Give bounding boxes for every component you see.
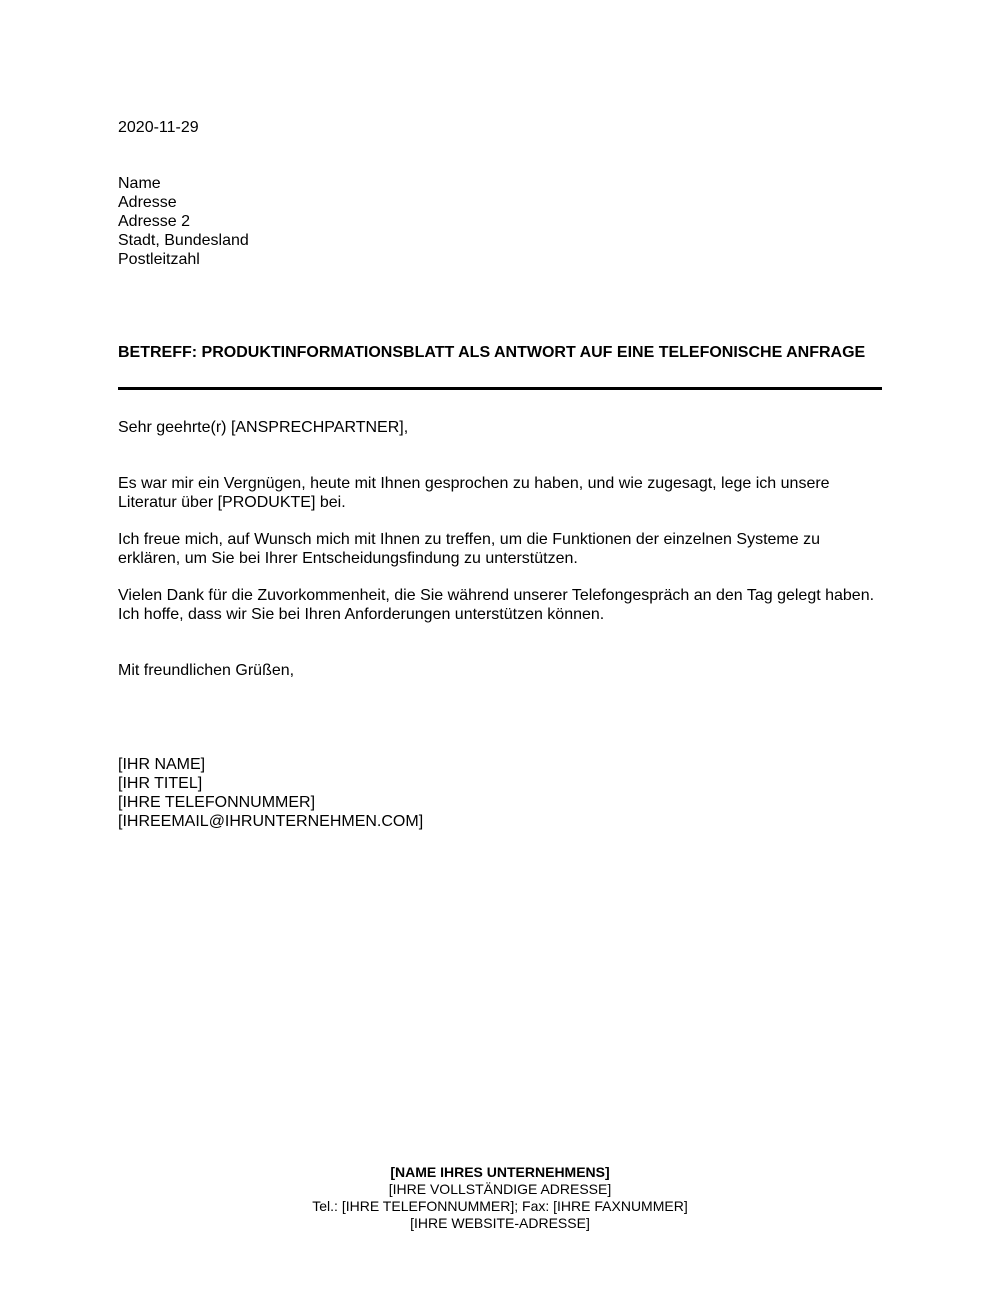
- recipient-address-line-2: Adresse 2: [118, 213, 191, 230]
- signature-email: [IHREEMAIL@IHRUNTERNEHMEN.COM]: [118, 813, 424, 830]
- salutation: Sehr geehrte(r) [ANSPRECHPARTNER],: [118, 419, 409, 436]
- recipient-city-state: Stadt, Bundesland: [118, 232, 249, 249]
- recipient-address-line-1: Adresse: [118, 194, 177, 211]
- signature-phone: [IHRE TELEFONNUMMER]: [118, 794, 316, 811]
- recipient-address-block: [118, 174, 249, 269]
- body-paragraph-2: Ich freue mich, auf Wunsch mich mit Ihnen zu treffen, um die Funktionen der einzelnen Systeme zu erklären, um Sie bei Ihrer Entscheidungsfindung zu unterstützen.: [118, 531, 820, 567]
- closing: Mit freundlichen Grüßen,: [118, 662, 295, 679]
- footer-company-name: [NAME IHRES UNTERNEHMENS]: [390, 1164, 610, 1180]
- footer-website: [IHRE WEBSITE-ADRESSE]: [410, 1215, 590, 1231]
- company-footer: [200, 1164, 800, 1232]
- body-paragraph-3: Vielen Dank für die Zuvorkommenheit, die Sie während unserer Telefongespräch an den Tag gelegt haben. Ich hoffe, dass wir Sie bei Ihren Anforderungen unterstützen können.: [118, 587, 875, 623]
- recipient-postal-code: Postleitzahl: [118, 251, 200, 268]
- signature-title: [IHR TITEL]: [118, 775, 203, 792]
- footer-contact: Tel.: [IHRE TELEFONNUMMER]; Fax: [IHRE FAXNUMMER]: [312, 1198, 688, 1214]
- signature-name: [IHR NAME]: [118, 756, 206, 773]
- footer-address: [IHRE VOLLSTÄNDIGE ADRESSE]: [388, 1181, 612, 1197]
- body-paragraph-1: Es war mir ein Vergnügen, heute mit Ihnen gesprochen zu haben, und wie zugesagt, lege ich unsere Literatur über [PRODUKTE] bei.: [118, 475, 830, 511]
- signature-block: [118, 755, 423, 831]
- letter-date: 2020-11-29: [118, 119, 199, 136]
- subject-divider: [118, 387, 882, 390]
- subject-line: BETREFF: PRODUKTINFORMATIONSBLATT ALS ANTWORT AUF EINE TELEFONISCHE ANFRAGE: [118, 344, 866, 361]
- recipient-name: Name: [118, 175, 161, 192]
